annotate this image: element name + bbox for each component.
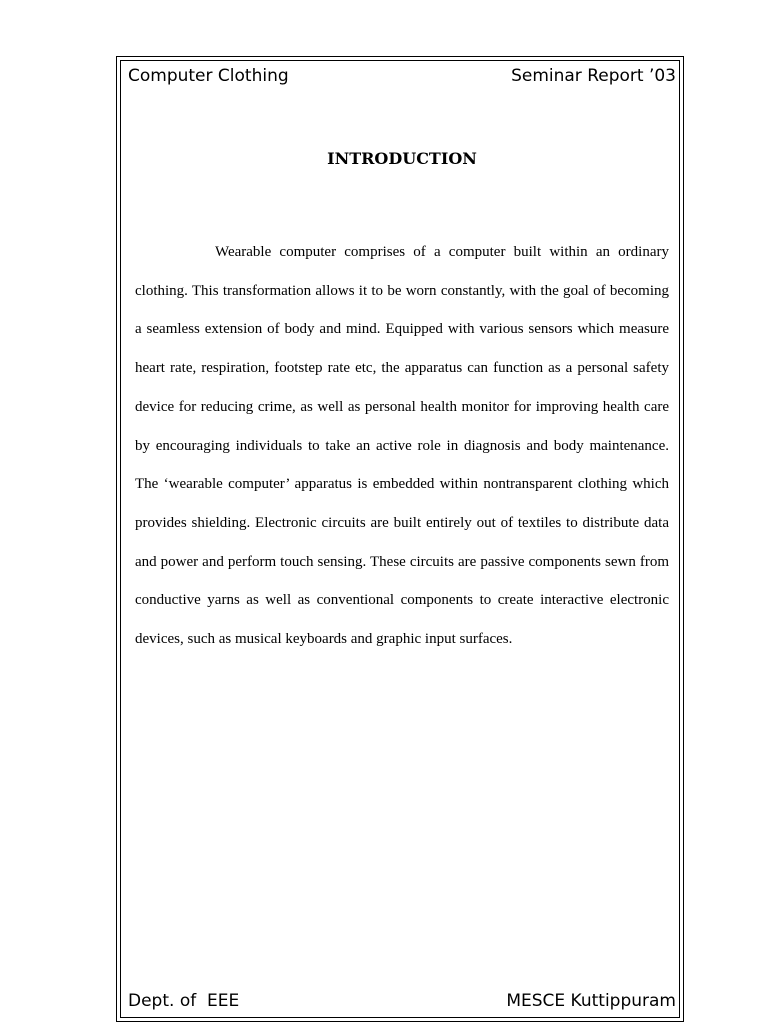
header-document-title: Computer Clothing — [128, 66, 289, 86]
header-report-label: Seminar Report ’03 — [511, 66, 676, 86]
body-paragraph: Wearable computer comprises of a computer built within an ordinary clothing. This transformation allows it to be worn constantly, with the goal of becoming a seamless extension of body and mind. Equipped with various sensors which measure heart rate, respiration, footstep rate etc, the apparatus can function as a personal safety device for reducing crime, as well as personal health monitor for improving health care by encouraging individuals to take an active role in diagnosis and body maintenance. The ‘wearable computer’ apparatus is embedded within nontransparent clothing which provides shielding. Electronic circuits are built entirely out of textiles to distribute data and power and perform touch sensing. These circuits are passive components sewn from conductive yarns as well as conventional components to create interactive electronic devices, such as musical keyboards and graphic input surfaces. — [135, 244, 669, 648]
page-footer — [128, 991, 676, 1011]
section-title: INTRODUCTION — [327, 149, 477, 168]
footer-institution: MESCE Kuttippuram — [506, 991, 676, 1011]
page-header — [128, 66, 676, 86]
footer-department: Dept. of EEE — [128, 991, 240, 1011]
